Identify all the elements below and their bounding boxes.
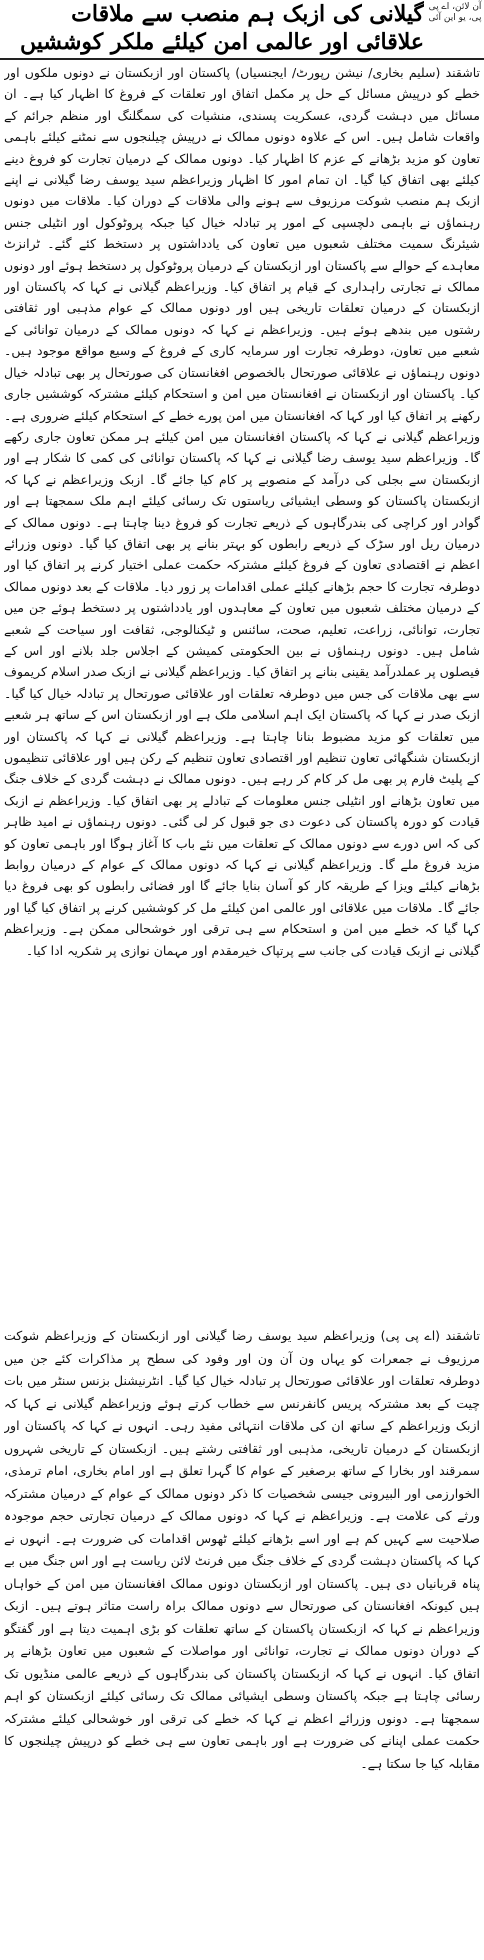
- headline-block: [0, 0, 484, 60]
- main-story-text: تاشقند (سلیم بخاری/ نیشن رپورٹ/ ایجنسیاں) پاکستان اور ازبکستان نے دونوں ملکوں اور خطے کو درپیش مسائل کے حل پر مکمل اتفاق اور تعلقات کے فروغ کا اظہار کیا ہے۔ ان مسائل میں دہشت گردی، عسکریت پسندی، منشیات کی سمگلنگ اور منظم جرائم کے واقعات شامل ہیں۔ اس کے علاوہ دونوں ممالک نے درپیش چیلنجوں سے نمٹنے کیلئے باہمی تعاون کو مزید بڑھانے کے عزم کا اظہار کیا۔ دونوں ممالک کے درمیان تجارت کو فروغ دینے کیلئے بھی اتفاق کیا گیا۔ ان تمام امور کا اظہار وزیراعظم سید یوسف رضا گیلانی نے اپنے ازبک ہم منصب شوکت مرزیوف سے ہونے والی ملاقات کے دوران کیا۔ ملاقات میں دونوں رہنماؤں نے باہمی دلچسپی کے امور پر تبادلہ خیال کیا جبکہ پروٹوکول اور انٹیلی جنس شیئرنگ سمیت مختلف شعبوں میں تعاون کی یادداشتوں پر دستخط کئے گئے۔ ٹرانزٹ معاہدے کے حوالے سے پاکستان اور ازبکستان کے درمیان پروٹوکول پر دستخط ہوئے اور دونوں ممالک نے تجارتی راہداری کے قیام پر اتفاق کیا۔ وزیراعظم گیلانی نے کہا کہ پاکستان اور ازبکستان کے درمیان تعلقات تاریخی ہیں اور دونوں ممالک کے عوام مذہبی اور ثقافتی رشتوں میں بندھے ہوئے ہیں۔ وزیراعظم نے کہا کہ دونوں ممالک کے درمیان توانائی کے شعبے میں تعاون، دوطرفہ تجارت اور سرمایہ کاری کے فروغ کے وسیع مواقع موجود ہیں۔ دونوں رہنماؤں نے علاقائی صورتحال بالخصوص افغانستان کی صورتحال پر بھی تبادلہ خیال کیا۔ پاکستان اور ازبکستان نے افغانستان میں امن و استحکام کیلئے مشترکہ کوششیں جاری رکھنے پر اتفاق کیا اور کہا کہ افغانستان میں امن پورے خطے کے استحکام کیلئے ضروری ہے۔ وزیراعظم گیلانی نے کہا کہ پاکستان افغانستان میں امن کیلئے ہر ممکن تعاون جاری رکھے گا۔ وزیراعظم سید یوسف رضا گیلانی نے کہا کہ پاکستان توانائی کی کمی کا شکار ہے اور ازبکستان سے بجلی کی درآمد کے منصوبے پر کام کیا جائے گا۔ ازبک وزیراعظم نے کہا کہ ازبکستان پاکستان کو وسطی ایشیائی ریاستوں تک رسائی کیلئے اہم ملک سمجھتا ہے اور گوادر اور کراچی کی بندرگاہوں کے ذریعے تجارت کو فروغ دینا چاہتا ہے۔ دونوں ممالک کے درمیان ریل اور سڑک کے ذریعے رابطوں کو بہتر بنانے پر بھی اتفاق کیا گیا۔ دونوں وزرائے اعظم نے اقتصادی تعاون کے فروغ کیلئے مشترکہ حکمت عملی اختیار کرنے پر اتفاق کیا اور دوطرفہ تجارت کا حجم بڑھانے کیلئے عملی اقدامات پر زور دیا۔ ملاقات کے بعد دونوں ممالک کے درمیان مختلف شعبوں میں تعاون کے معاہدوں اور یادداشتوں پر دستخط ہوئے جن میں تجارت، توانائی، زراعت، تعلیم، صحت، سائنس و ٹیکنالوجی، ثقافت اور سیاحت کے شعبے شامل ہیں۔ دونوں رہنماؤں نے بین الحکومتی کمیشن کے اجلاس جلد بلانے اور اس کے فیصلوں پر عملدرآمد یقینی بنانے پر اتفاق کیا۔ وزیراعظم گیلانی نے ازبک صدر اسلام کریموف سے بھی ملاقات کی جس میں دوطرفہ تعلقات اور علاقائی صورتحال پر تبادلہ خیال کیا گیا۔ ازبک صدر نے کہا کہ پاکستان ایک اہم اسلامی ملک ہے اور ازبکستان اس کے ساتھ ہر شعبے میں تعلقات کو مزید مضبوط بنانا چاہتا ہے۔ وزیراعظم گیلانی نے کہا کہ پاکستان اور ازبکستان شنگھائی تعاون تنظیم اور اقتصادی تعاون تنظیم کے رکن ہیں اور علاقائی تنظیموں کے پلیٹ فارم پر بھی مل کر کام کر رہے ہیں۔ دونوں ممالک نے دہشت گردی کے خلاف جنگ میں تعاون بڑھانے اور انٹیلی جنس معلومات کے تبادلے پر بھی اتفاق کیا۔ وزیراعظم نے ازبک قیادت کو دورہ پاکستان کی دعوت دی جو قبول کر لی گئی۔ دونوں رہنماؤں نے امید ظاہر کی کہ اس دورے سے دونوں ممالک کے تعلقات میں نئے باب کا آغاز ہوگا اور باہمی تعاون کو مزید فروغ ملے گا۔ وزیراعظم گیلانی نے کہا کہ دونوں ممالک کے عوام کے درمیان روابط بڑھانے کیلئے ویزا کے طریقہ کار کو آسان بنایا جائے گا اور فضائی رابطوں کو بھی فروغ دیا جائے گا۔ ملاقات میں علاقائی اور عالمی امن کیلئے مل کر کوششیں کرنے پر اتفاق کیا گیا اور کہا گیا کہ خطے میں امن و استحکام سے ہی ترقی اور خوشحالی ممکن ہے۔ وزیراعظم گیلانی نے ازبک قیادت کی جانب سے پرتپاک خیرمقدم اور مہمان نوازی پر شکریہ ادا کیا۔: [4, 65, 480, 958]
- second-story: [4, 1325, 480, 1955]
- story-separator: [0, 1292, 484, 1322]
- main-story: [4, 62, 480, 1290]
- news-agency-credit: آن لائن، اے پی پی، یو این آئی: [428, 2, 482, 23]
- headline: گیلانی کی ازبک ہم منصب سے ملاقات علاقائی اور عالمی امن کیلئے ملکر کوششیں: [19, 1, 424, 55]
- second-story-text: تاشقند (اے پی پی) وزیراعظم سید یوسف رضا گیلانی اور ازبکستان کے وزیراعظم شوکت مرزیوف نے جمعرات کو یہاں ون آن ون اور وفود کی سطح پر مذاکرات کئے جن میں دوطرفہ تعلقات اور علاقائی صورتحال پر تبادلہ خیال کیا گیا۔ انٹرنیشنل بزنس سنٹر میں بات چیت کے بعد مشترکہ پریس کانفرنس سے خطاب کرتے ہوئے وزیراعظم گیلانی نے کہا کہ ازبک وزیراعظم کے ساتھ ان کی ملاقات انتہائی مفید رہی۔ انہوں نے کہا کہ پاکستان اور ازبکستان کے درمیان تاریخی، مذہبی اور ثقافتی رشتے ہیں۔ ازبکستان کے تاریخی شہروں سمرقند اور بخارا کے ساتھ برصغیر کے عوام کا گہرا تعلق ہے اور امام بخاری، امام ترمذی، الخوارزمی اور البیرونی جیسی شخصیات کا ذکر دونوں ممالک کے عوام کے درمیان مشترکہ ورثے کی علامت ہے۔ وزیراعظم نے کہا کہ دونوں ممالک کے درمیان تجارتی حجم موجودہ صلاحیت سے کہیں کم ہے اور اسے بڑھانے کیلئے ٹھوس اقدامات کی ضرورت ہے۔ انہوں نے کہا کہ پاکستان دہشت گردی کے خلاف جنگ میں فرنٹ لائن ریاست ہے اور اس جنگ میں بے پناہ قربانیاں دی ہیں۔ پاکستان اور ازبکستان دونوں ممالک افغانستان میں امن کے خواہاں ہیں کیونکہ افغانستان کی صورتحال سے دونوں ممالک براہ راست متاثر ہوتے ہیں۔ ازبک وزیراعظم نے کہا کہ ازبکستان پاکستان کے ساتھ تعلقات کو بڑی اہمیت دیتا ہے اور گفتگو کے دوران دونوں ممالک نے تجارت، توانائی اور مواصلات کے شعبوں میں تعاون بڑھانے پر اتفاق کیا۔ انہوں نے کہا کہ ازبکستان پاکستان کی بندرگاہوں کے ذریعے عالمی منڈیوں تک رسائی چاہتا ہے جبکہ پاکستان وسطی ایشیائی ممالک تک رسائی کیلئے ازبکستان کو اہم سمجھتا ہے۔ دونوں وزرائے اعظم نے کہا کہ خطے کی ترقی اور خوشحالی کیلئے مشترکہ حکمت عملی اپنانے کی ضرورت ہے اور باہمی تعاون سے ہی خطے کو درپیش چیلنجوں کا مقابلہ کیا جا سکتا ہے۔: [4, 1328, 480, 1771]
